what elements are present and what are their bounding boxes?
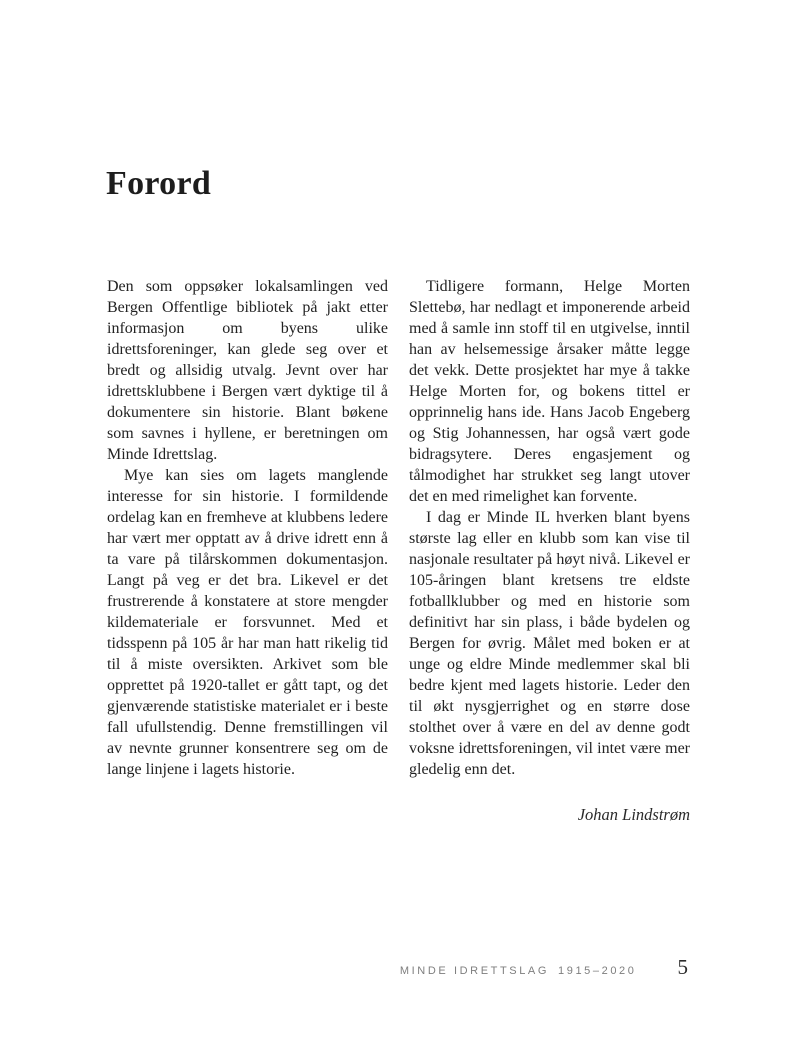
footer-running-title bbox=[400, 965, 637, 977]
body-column-left bbox=[107, 276, 388, 825]
page-footer bbox=[400, 957, 688, 978]
footer-years: 1915–2020 bbox=[558, 965, 637, 977]
paragraph: I dag er Minde IL hverken blant byens største lag eller en klubb som kan vise til nasjonale resultater på høyt nivå. Likevel er 105-åringen blant kretsens tre eldste fotballklubber og med en historie som definitivt har sin plass, i både bydelen og Bergen for øvrig. Målet med boken er at unge og eldre Minde medlemmer skal bli bedre kjent med lagets historie. Leder den til økt nysgjerrighet og en større dose stolthet over å være en del av denne godt voksne idrettsforeningen, vil intet være mer gledelig enn det. bbox=[409, 509, 690, 778]
author-signature: Johan Lindstrøm bbox=[577, 805, 690, 824]
paragraph: Tidligere formann, Helge Morten Slettebø, har nedlagt et imponerende arbeid med å samle inn stoff til en utgivelse, inntil han av helsemessige årsaker måtte legge det vekk. Dette prosjektet har mye å takke Helge Morten for, og bokens tittel er opprinnelig hans ide. Hans Jacob Engeberg og Stig Johannessen, har også vært gode bidragsytere. Deres engasjement og tålmodighet har strukket seg langt utover det en med rimelighet kan forvente. bbox=[409, 278, 690, 505]
footer-book-title: MINDE IDRETTSLAG bbox=[399, 965, 550, 977]
paragraph: Den som oppsøker lokalsamlingen ved Bergen Offentlige bibliotek på jakt etter informasjon om byens ulike idrettsforeninger, kan glede seg over et bredt og allsidig utvalg. Jevnt over har idrettsklubbene i Bergen vært dyktige til å dokumentere sin historie. Blant bøkene som savnes i hyllene, er beretningen om Minde Idrettslag. bbox=[107, 278, 388, 463]
page-title: Forord bbox=[106, 165, 212, 202]
footer-page-number: 5 bbox=[677, 955, 688, 979]
body-column-right bbox=[409, 276, 690, 825]
paragraph: Mye kan sies om lagets manglende interesse for sin historie. I formildende ordelag kan en fremheve at klubbens ledere har vært mer opptatt av å drive idrett enn å ta vare på tilårskommen dokumentasjon. Langt på veg er det bra. Likevel er det frustrerende å konstatere at store mengder kildemateriale er forsvunnet. Med et tidsspenn på 105 år har man hatt rikelig tid til å miste oversikten. Arkivet som ble opprettet på 1920-tallet er gått tapt, og det gjenværende statistiske materialet er i beste fall ufullstendig. Denne fremstillingen vil av nevnte grunner konsentrere seg om de lange linjene i lagets historie. bbox=[107, 467, 388, 778]
body-columns bbox=[107, 276, 690, 825]
